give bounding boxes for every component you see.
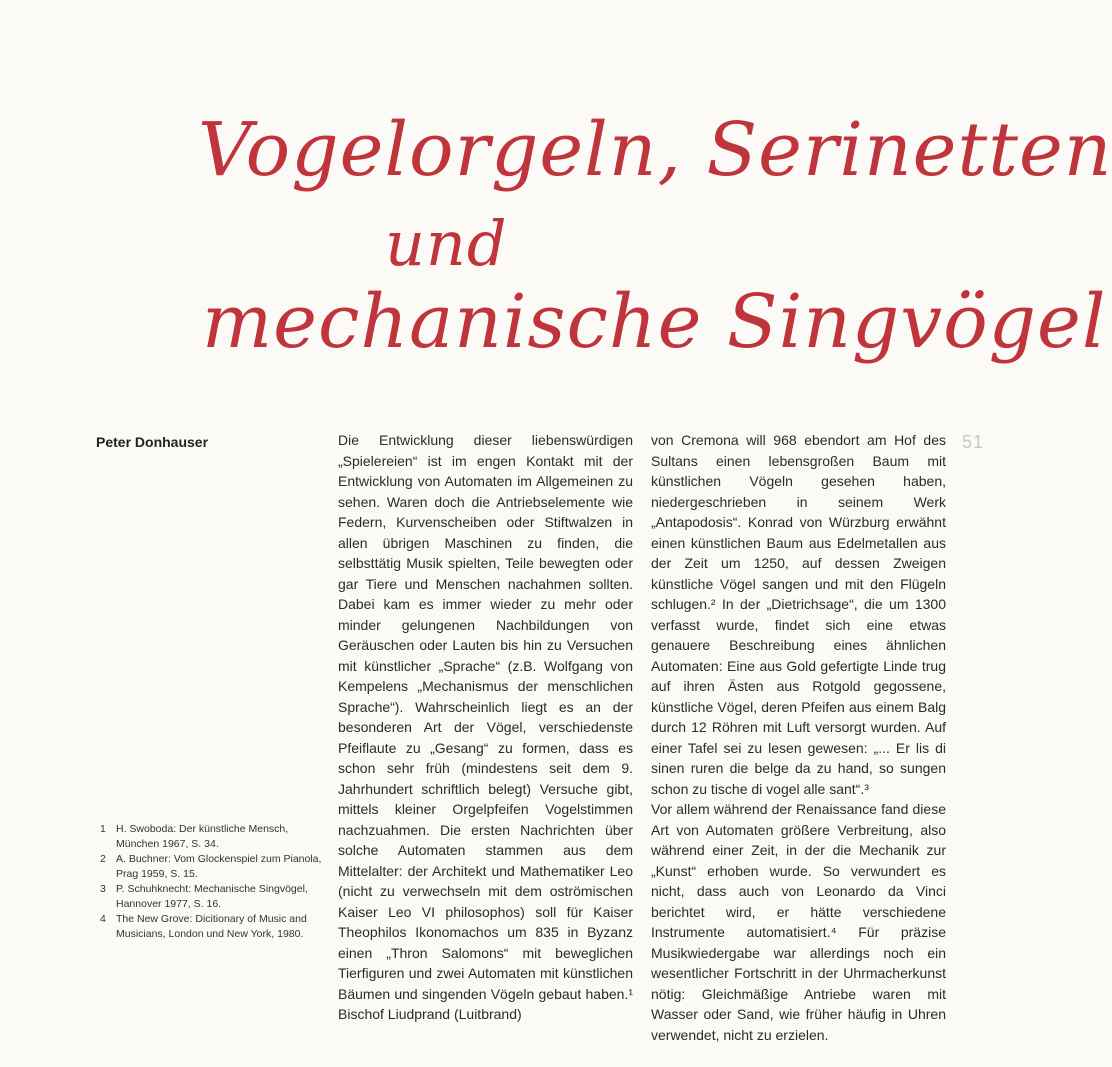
footnote bbox=[100, 882, 325, 912]
chapter-title-line-2: und bbox=[385, 207, 508, 280]
footnote-number: 1 bbox=[100, 823, 106, 835]
footnote-text: H. Swoboda: Der künstliche Mensch, München 1967, S. 34. bbox=[116, 823, 289, 850]
chapter-title-line-1: Vogelorgeln, Serinetten bbox=[198, 107, 1112, 193]
footnotes-list bbox=[100, 822, 325, 942]
body-paragraph: Die Entwicklung dieser liebenswürdigen „Spielereien“ ist im engen Kontakt mit der Entwicklung von Automaten im Allgemeinen zu sehen. Waren doch die Antriebselemente wie Federn, Kurvenscheiben oder Stiftwalzen in allen übrigen Maschinen zu finden, die selbsttätig Musik spielten, Teile bewegten oder gar Tiere und Menschen nachahmen sollten. Dabei kam es immer wieder zu mehr oder minder gelungenen Nachbildungen von Geräuschen oder Lauten bis hin zu Versuchen mit künstlicher „Sprache“ (z.B. Wolfgang von Kempelens „Mechanismus der menschlichen Sprache“). Wahrscheinlich liegt es an der besonderen Art der Vögel, verschiedenste Pfeiflaute zu „Gesang“ zu formen, dass es schon sehr früh (mindestens seit dem 9. Jahrhundert schriftlich belegt) Versuche gibt, mittels kleiner Orgelpfeifen Vogelstimmen nachzuahmen. Die ersten Nachrichten über solche Automaten stammen aus dem Mittelalter: der Architekt und Mathematiker Leo (nicht zu verwechseln mit dem oströmischen Kaiser Leo VI philosophos) soll für Kaiser Theophilos Ikonomachos um 835 in Byzanz einen „Thron Salomons“ mit beweglichen Tierfiguren und zwei Automaten mit künstlichen Bäumen und singenden Vögeln gebaut haben.¹ Bischof Liudprand (Luitbrand) bbox=[338, 432, 633, 1022]
body-paragraph: von Cremona will 968 ebendort am Hof des Sultans einen lebensgroßen Baum mit künstlichen Vögeln gesehen haben, niedergeschrieben in seinem Werk „Antapodosis“. Konrad von Würzburg erwähnt einen künstlichen Baum aus Edelmetallen aus der Zeit um 1250, auf dessen Zweigen künstliche Vögel sangen und mit den Flügeln schlugen.² In der „Dietrichsage“, die um 1300 verfasst wurde, findet sich eine etwas genauere Beschreibung eines ähnlichen Automaten: Eine aus Gold gefertigte Linde trug auf ihren Ästen aus Rotgold gegossene, künstliche Vögel, deren Pfeifen aus einem Balg durch 12 Röhren mit Luft versorgt wurden. Auf einer Tafel sei zu lesen gewesen: „... Er lis di sinen ruren die belge da zu hand, so sungen schon zu tische di vogel alle sant“.³ bbox=[651, 432, 946, 797]
footnote-number: 2 bbox=[100, 853, 106, 865]
footnote bbox=[100, 852, 325, 882]
chapter-title-line-3: mechanische Singvögel bbox=[202, 279, 1107, 365]
footnote-text: P. Schuhknecht: Mechanische Singvögel, Hannover 1977, S. 16. bbox=[116, 883, 308, 910]
footnote-text: The New Grove: Dicitionary of Music and Musicians, London und New York, 1980. bbox=[116, 913, 307, 940]
footnote bbox=[100, 912, 325, 942]
footnote-number: 4 bbox=[100, 913, 106, 925]
body-column-left bbox=[338, 430, 633, 1025]
footnote-text: A. Buchner: Vom Glockenspiel zum Pianola, Prag 1959, S. 15. bbox=[116, 853, 322, 880]
body-paragraph: Vor allem während der Renaissance fand diese Art von Automaten größere Verbreitung, also während einer Zeit, in der die Mechanik zur „Kunst“ erhoben wurde. So verwundert es nicht, dass auch von Leonardo da Vinci berichtet wird, er hätte verschiedene Instrumente automatisiert.⁴ Für präzise Musikwiedergabe war allerdings noch ein wesentlicher Fortschritt in der Uhrmacherkunst nötig: Gleichmäßige Antriebe waren mit Wasser oder Sand, wie früher häufig in Uhren verwendet, nicht zu erzielen. bbox=[651, 801, 946, 1043]
author-name: Peter Donhauser bbox=[96, 434, 209, 450]
page-number: 51 bbox=[962, 432, 985, 452]
footnote-number: 3 bbox=[100, 883, 106, 895]
footnote bbox=[100, 822, 325, 852]
body-column-right bbox=[651, 430, 946, 1045]
